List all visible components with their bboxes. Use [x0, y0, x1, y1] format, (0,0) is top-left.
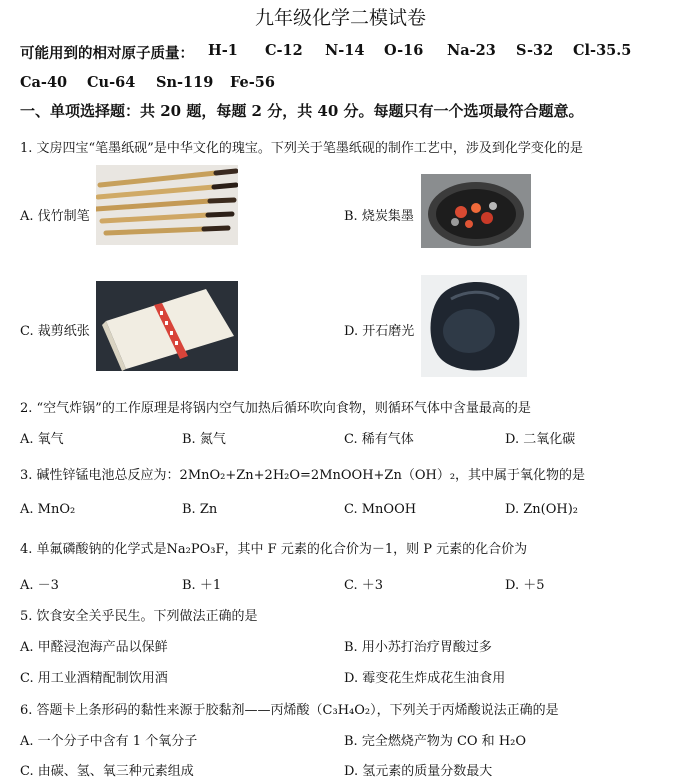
q3-option-d: D. Zn(OH)₂	[505, 502, 578, 517]
q3-option-b: B. Zn	[182, 502, 218, 517]
q1-option-a: A. 伐竹制笔	[20, 209, 90, 224]
q4-option-b: B. ＋1	[182, 578, 222, 593]
q2-option-c: C. 稀有气体	[344, 432, 414, 447]
atomic-mass-label: 可能用到的相对原子质量：	[20, 45, 194, 62]
q4-option-d: D. ＋5	[505, 578, 545, 593]
q5-option-c: C. 用工业酒精配制饮用酒	[20, 671, 168, 686]
q3-stem-suffix: ，其中属于氧化物的是	[455, 468, 586, 483]
atomic-mass-fe: Fe-56	[230, 74, 275, 91]
q4-option-c: C. ＋3	[344, 578, 384, 593]
q6-option-d: D. 氢元素的质量分数最大	[344, 764, 493, 779]
atomic-mass-s: S-32	[516, 42, 554, 59]
q1-option-b: B. 烧炭集墨	[344, 209, 414, 224]
atomic-mass-sn: Sn-119	[156, 74, 214, 91]
q1-stem: 1. 文房四宝“笔墨纸砚”是中华文化的瑰宝。下列关于笔墨纸砚的制作工艺中，涉及到化学变化的是	[20, 141, 583, 156]
atomic-mass-cl: Cl-35.5	[573, 42, 632, 59]
q2-option-a: A. 氧气	[20, 432, 64, 447]
q2-option-d: D. 二氧化碳	[505, 432, 576, 447]
brush-pens-image	[96, 165, 238, 245]
q1-option-c: C. 裁剪纸张	[20, 324, 90, 339]
q6-option-a: A. 一个分子中含有 1 个氧分子	[20, 734, 198, 749]
q5-stem: 5. 饮食安全关乎民生。下列做法正确的是	[20, 609, 258, 624]
q2-option-b: B. 氮气	[182, 432, 226, 447]
q4-stem-prefix: 4. 单氟磷酸钠的化学式是	[20, 542, 167, 557]
q6-stem: 6. 答题卡上条形码的黏性来源于胶黏剂——丙烯酸（C₃H₄O₂），下列关于丙烯酸说法正确的是	[20, 703, 559, 718]
q4-stem	[20, 538, 527, 557]
atomic-mass-cu: Cu-64	[87, 74, 136, 91]
inkstone-image	[421, 275, 527, 377]
q3-stem-prefix: 3. 碱性锌锰电池总反应为：	[20, 468, 180, 483]
section-heading: 一、单项选择题：共 20 题，每题 2 分，共 40 分。每题只有一个选项最符合题意。	[20, 102, 584, 120]
atomic-mass-ca: Ca-40	[20, 74, 68, 91]
q4-formula: Na₂PO₃F	[166, 542, 225, 557]
q4-option-a: A. －3	[20, 578, 59, 593]
q6-option-c: C. 由碳、氢、氧三种元素组成	[20, 764, 194, 779]
q3-equation: 2MnO₂+Zn+2H₂O=2MnOOH+Zn（OH）₂	[179, 468, 456, 483]
q5-option-d: D. 霉变花生炸成花生油食用	[344, 671, 506, 686]
q1-option-d: D. 开石磨光	[344, 324, 415, 339]
q3-option-a: A. MnO₂	[20, 502, 76, 517]
atomic-mass-c: C-12	[265, 42, 303, 59]
atomic-mass-h: H-1	[208, 42, 238, 59]
paper-stack-image	[96, 281, 238, 371]
atomic-mass-o: O-16	[384, 42, 424, 59]
q4-stem-suffix: ，其中 F 元素的化合价为－1，则 P 元素的化合价为	[224, 542, 528, 557]
q2-stem: 2. “空气炸锅”的工作原理是将锅内空气加热后循环吹向食物，则循环气体中含量最高的是	[20, 401, 531, 416]
q5-option-a: A. 甲醛浸泡海产品以保鲜	[20, 640, 168, 655]
atomic-mass-n: N-14	[325, 42, 365, 59]
q3-option-c: C. MnOOH	[344, 502, 417, 517]
page-title: 九年级化学二模试卷	[254, 7, 426, 29]
q6-option-b: B. 完全燃烧产物为 CO 和 H₂O	[344, 734, 527, 749]
atomic-mass-na: Na-23	[447, 42, 496, 59]
q5-option-b: B. 用小苏打治疗胃酸过多	[344, 640, 492, 655]
q3-stem	[20, 464, 585, 483]
burning-charcoal-image	[421, 174, 531, 248]
